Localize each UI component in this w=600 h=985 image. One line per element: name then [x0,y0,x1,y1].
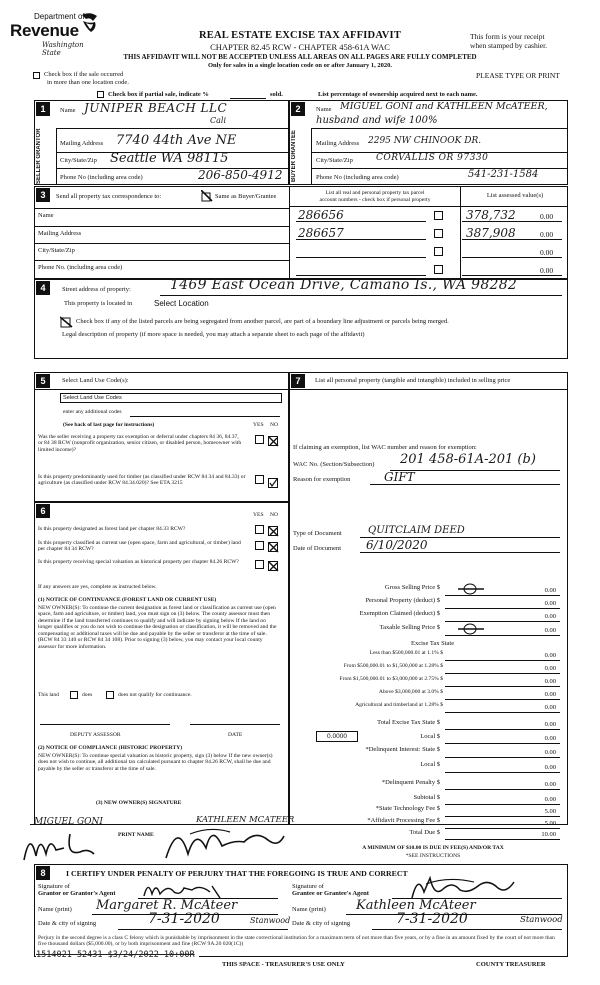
section-5-number: 5 [36,374,50,388]
local-rate-box[interactable]: 0.0000 [316,731,358,742]
doc-type-label: Type of Document [293,530,342,537]
assessed-value-cents: 0.00 [540,212,554,221]
deputy-assessor-label: DEPUTY ASSESSOR [70,732,121,738]
assessed-value-cents: 0.00 [540,230,554,239]
multi-location-label-1: Check box if the sale occurred [44,71,124,78]
seller-city-label: City/State/Zip [60,157,97,164]
personal-property-checkbox[interactable] [434,265,443,274]
buyer-name-label: Name [316,106,332,113]
bracket-value: 0.00 [544,652,556,659]
buyer-mailing-label: Mailing Address [316,140,360,147]
s5-q1-yes[interactable] [255,435,264,444]
land-use-label: Select Land Use Code(s): [62,377,129,384]
s6-q3-yes[interactable] [255,560,264,569]
grantee-sig-label-2: Grantee or Grantee's Agent [292,890,369,897]
reason-label: Reason for exemption [293,476,351,483]
personal-property-checkbox[interactable] [434,247,443,256]
doc-date-label: Date of Document [293,545,342,552]
section-4-number: 4 [36,281,50,295]
grantor-date-label: Date & city of signing [38,920,97,927]
bracket-label: From $1,500,000.01 to $3,000,000 at 2.75% $ [339,676,443,682]
tech-fee-value: 5.00 [544,808,556,815]
s6-no-header: NO [270,512,279,518]
local-label: Local $ [420,733,440,740]
tax-row-label: Personal Property (deduct) $ [365,597,440,604]
section-7-number: 7 [291,374,305,388]
logo-dept-name: Revenue [10,21,79,40]
minimum-note: A MINIMUM OF $10.00 IS DUE IN FEE(S) AND/OR TAX [362,845,504,851]
new-owner-signature-1[interactable] [20,826,110,866]
form-warning: THIS AFFIDAVIT WILL NOT BE ACCEPTED UNLESS ALL AREAS ON ALL PAGES ARE FULLY COMPLETED [123,53,477,61]
personal-property-checkbox[interactable] [434,229,443,238]
s5-yes-header: YES [253,422,264,428]
land-use-select[interactable]: Select Land Use Codes [60,393,282,403]
notice-2-title: (2) NOTICE OF COMPLIANCE (HISTORIC PROPERTY) [38,745,183,751]
treasurer-use-only: THIS SPACE - TREASURER'S USE ONLY [222,961,345,968]
s6-q2-no-checked[interactable] [268,540,279,551]
s6-if-yes: If any answers are yes, complete as instructed below. [38,584,157,590]
s6-q1-yes[interactable] [255,525,264,534]
grantee-date-label: Date & city of signing [292,920,351,927]
print-name-1[interactable]: MIGUEL GONI [34,817,103,827]
tax-row-value[interactable]: 0.00 [544,600,556,607]
total-due-label: Total Due $ [409,829,440,836]
located-in-label: This property is located in [64,300,133,307]
same-as-buyer-label: Same as Buyer/Grantee [215,193,277,200]
segregated-checkbox[interactable] [60,315,73,327]
buyer-phone-label: Phone No (including area code) [316,174,399,181]
processing-fee-value: 5.00 [544,820,556,827]
bracket-label: From $500,000.01 to $1,500,000 at 1.28% $ [343,663,443,669]
tax-row-label: Gross Selling Price $ [384,584,440,591]
land-qualify-c: does not qualify for continuance. [118,692,192,698]
legal-description-label: Legal description of property (if more space is needed, you may attach a separate sheet to each page of the affidavit) [62,331,365,338]
bracket-label: Above $3,000,000 at 3.0% $ [378,689,443,695]
assessed-value[interactable]: 378,732 [466,208,516,222]
s5-q1: Was the seller receiving a property tax exemption or deferral under chapters 84 36, 84.37, or 84 38 RCW (nonprofit organization, senior citizen, or disabled person, homeowner with limited income)? [38,434,242,453]
grantee-city-value[interactable]: Stanwood [520,915,563,925]
parcel-header-1: List all real and personal property tax parcel [325,190,425,196]
handwritten-dash-mark [456,622,486,634]
grantor-date-value[interactable]: 7-31-2020 [148,911,220,927]
wac-value[interactable]: 201 458-61A-201 (b) [400,452,536,467]
street-address-value[interactable]: 1469 East Ocean Drive, Camano Is., WA 98282 [170,277,518,293]
assessed-value-cents: 0.00 [540,266,554,275]
section-7-label: List all personal property (tangible and intangible) included in selling price [315,377,511,384]
bracket-value: 0.00 [544,665,556,672]
personal-property-checkbox[interactable] [434,211,443,220]
perjury-notice: Perjury in the second degree is a class C felony which is punishable by imprisonment in the state correctional institution for a maximum term of not more than five years, or by a fine in an amount fixed by the court of not more than five thousand dollars ($5,000.00), or by both imprisonment and fine (RCW 9A.20 020(1C)) [38,935,555,948]
land-qualify-b: does [82,692,93,698]
partial-sale-percent-field[interactable] [230,92,266,99]
print-name-2[interactable]: KATHLEEN MCATEER [196,815,295,825]
logo-state: Washington State [42,41,84,57]
land-does-checkbox[interactable] [70,691,78,699]
s6-q3: Is this property receiving special valuation as historical property per chapter 84.26 RCW? [38,559,239,565]
grantee-name-label: Name (print) [292,906,326,913]
location-select[interactable]: Select Location [154,299,209,308]
grantor-sig-label-2: Grantor or Grantor's Agent [38,890,116,897]
buyer-city-value[interactable]: CORVALLIS OR 97330 [376,153,489,163]
s6-q3-no-checked[interactable] [268,559,279,570]
notice-1-body: NEW OWNER(S): To continue the current designation as forest land or classification as current use (open space, farm and agriculture, or timber) land, you must sign on (3) below. The county assessor must then determine if the land transferred continues to qualify and will indicate by signing below If the land no longer qualifies or you do not wish to continue the designation or classification, it will be removed and the compensating or additional taxes will be due and payable by the seller or transferor at the time of sale. (RCW 84 33 140 or RCW 84 34 108). Prior to signing (3) below, you may contact your local county assessor for more information. [38,605,277,650]
grantor-sig-label-1: Signature of [38,883,70,890]
tax-row-value[interactable]: 0.00 [544,627,556,634]
s5-no-header: NO [270,422,279,428]
section-3-number: 3 [36,188,50,202]
seller-side-label: SELLER GRANTOR [36,128,42,184]
bracket-label: Less than $500,000.01 at 1.1% $ [369,650,443,656]
s6-q1-no-checked[interactable] [268,524,279,535]
assessed-value-header: List assessed value(s) [486,192,544,199]
corr-city-label: City/State/Zip [38,247,75,254]
processing-fee-label: *Affidavit Processing Fee $ [367,817,440,824]
s6-q1: Is this property designated as forest land per chapter 84.33 RCW? [38,526,186,532]
seller-phone-label: Phone No (including area code) [60,174,143,181]
seller-name-value[interactable]: JUNIPER BEACH LLC [84,101,228,115]
wac-label: WAC No. (Section/Subsection) [293,461,375,468]
form-title: REAL ESTATE EXCISE TAX AFFIDAVIT [198,30,402,41]
print-name-label: PRINT NAME [118,832,154,838]
logo-emblem-icon [80,12,100,34]
seller-mailing-value[interactable]: 7740 44th Ave NE [116,133,237,148]
s5-q2-no-checked[interactable] [268,475,278,485]
s5-q2-yes[interactable] [255,475,264,484]
see-instructions: *SEE INSTRUCTIONS [405,853,461,859]
land-does-not-checkbox[interactable] [106,691,114,699]
grantee-sig-label-1: Signature of [292,883,324,890]
parcel-number[interactable]: 286656 [298,208,344,222]
section-1-number: 1 [36,102,50,116]
same-as-buyer-checkbox[interactable] [201,189,213,201]
type-or-print: PLEASE TYPE OR PRINT [476,71,560,80]
seller-city-value[interactable]: Seattle WA 98115 [110,151,229,166]
doc-date-value[interactable]: 6/10/2020 [366,538,428,552]
grantor-signature[interactable] [140,876,260,900]
receipt-note-1: This form is your receipt [470,32,545,41]
grantor-name-label: Name (print) [38,906,72,913]
total-state-value: 0.00 [544,721,556,728]
doc-type-value[interactable]: QUITCLAIM DEED [368,525,465,536]
land-qualify-a: This land [38,692,59,698]
corr-name-label: Name [38,212,54,219]
grantor-city-value[interactable]: Stanwood [250,916,291,925]
segregated-label: Check box if any of the listed parcels are being segregated from another parcel, are part of a boundary line adjustment or parcels being merged. [76,318,449,325]
tax-row-value[interactable]: 0.00 [544,587,556,594]
notice-1-title: (1) NOTICE OF CONTINUANCE (FOREST LAND OR CURRENT USE) [38,597,217,603]
total-state-label: Total Excise Tax State $ [377,719,440,726]
bracket-value: 0.00 [544,704,556,711]
grantee-name-value[interactable]: Kathleen McAteer [356,898,476,913]
total-due-value: 10.00 [541,831,556,838]
bracket-value: 0.00 [544,678,556,685]
assessed-value-cents: 0.00 [540,248,554,257]
certify-statement: I CERTIFY UNDER PENALTY OF PERJURY THAT THE FOREGOING IS TRUE AND CORRECT [66,869,408,878]
delinq-interest-value: 0.00 [544,749,556,756]
s6-q2-yes[interactable] [255,541,264,550]
dor-logo [8,10,100,56]
buyer-name-line2[interactable]: husband and wife 100% [316,115,438,126]
seller-name-label: Name [60,107,76,114]
tax-row-label: Taxable Selling Price $ [379,624,440,631]
delinq-interest-label: *Delinquent Interest: State $ [365,746,440,753]
subtotal-value: 0.00 [544,796,556,803]
grantee-date-value[interactable]: 7-31-2020 [396,911,468,927]
handwritten-dash-mark [456,582,486,594]
partial-sale-sold: sold. [270,91,283,98]
partial-sale-checkbox[interactable] [97,91,104,98]
subtotal-label: Subtotal $ [413,794,440,801]
section-6-number: 6 [36,504,50,518]
additional-codes-label: enter any additional codes [63,409,122,415]
section-2-number: 2 [291,102,305,116]
parcel-header-2: account numbers - check box if personal property [319,197,431,203]
section-3-label: Send all property tax correspondence to: [56,193,162,200]
s5-q2: Is this property predominantly used for timber (as classified under RCW 84 34 and 84.33) or agriculture (as classified under RCW 84.34.020)? See ETA 3215 [38,474,246,487]
receipt-note-2: when stamped by cashier. [470,41,548,50]
buyer-mailing-value[interactable]: 2295 NW CHINOOK DR. [368,136,482,146]
s6-q2: Is this property classified as current use (open space, farm and agricultural, or timber) land per chapter 84 34 RCW? [38,540,241,553]
form-chapter: CHAPTER 82.45 RCW - CHAPTER 458-61A WAC [210,42,390,52]
tech-fee-label: *State Technology Fee $ [375,805,440,812]
ownership-percentage-note: List percentage of ownership acquired next to each name. [318,91,478,98]
form-only-for: Only for sales in a single location code on or after January 1, 2020. [208,62,392,69]
seller-phone-value[interactable]: 206-850-4912 [198,168,283,182]
county-treasurer: COUNTY TREASURER [476,961,546,968]
tax-row-value[interactable]: 0.00 [544,613,556,620]
buyer-name-value[interactable]: MIGUEL GONI and KATHLEEN McATEER, [340,101,548,112]
exemption-label: If claiming an exemption, list WAC number and reason for exemption: [293,444,477,451]
assessed-value[interactable]: 387,908 [466,226,516,240]
see-back-label: (See back of last page for instructions) [63,422,155,428]
seller-name-note: Cali [210,116,227,125]
multi-location-checkbox[interactable] [33,72,40,79]
section-8-number: 8 [36,866,50,880]
excise-state-label: Excise Tax State [411,640,455,647]
tax-row-label: Exemption Claimed (deduct) $ [359,610,440,617]
partial-sale-label: Check box if partial sale, indicate % [108,91,209,98]
corr-mailing-label: Mailing Address [38,230,82,237]
street-address-label: Street address of property: [62,286,131,293]
bracket-label: Agricultural and timberland at 1.28% $ [355,702,443,708]
s5-q1-no-checked[interactable] [268,434,279,445]
local2-value: 0.00 [544,764,556,771]
deputy-date-label: DATE [228,732,243,738]
local-value: 0.00 [544,735,556,742]
additional-codes-field[interactable] [130,410,280,417]
reason-value[interactable]: GIFT [384,470,415,484]
grantee-signature[interactable] [408,872,518,900]
logo-dept-label: Department of [34,12,85,21]
recording-stamp: 1514021 52431 $3/24/2022 10:00R [36,950,199,960]
seller-mailing-label: Mailing Address [60,140,104,147]
buyer-city-label: City/State/Zip [316,157,353,164]
local2-label: Local $ [420,761,440,768]
delinq-penalty-label: *Delinquent Penalty $ [381,779,440,786]
corr-phone-label: Phone No. (including area code) [38,264,123,271]
notice-2-body: NEW OWNER(S): To continue special valuation as historic property, sign (3) below If the new owner(s) does not wish to continue, all additional tax calculated pursuant to chapter 84.26 RCW, shall be due and payable by the seller or transferor at the time of sale. [38,753,273,772]
s6-yes-header: YES [253,512,264,518]
new-owner-signature-label: (3) NEW OWNER(S) SIGNATURE [96,800,182,806]
buyer-side-label: BUYER GRANTEE [291,130,297,183]
delinq-penalty-value: 0.00 [544,781,556,788]
multi-location-label-2: in more than one location code. [47,79,129,86]
grantor-name-value[interactable]: Margaret R. McAteer [96,898,238,913]
parcel-number[interactable]: 286657 [298,226,344,240]
bracket-value: 0.00 [544,691,556,698]
buyer-phone-value[interactable]: 541-231-1584 [468,169,539,180]
